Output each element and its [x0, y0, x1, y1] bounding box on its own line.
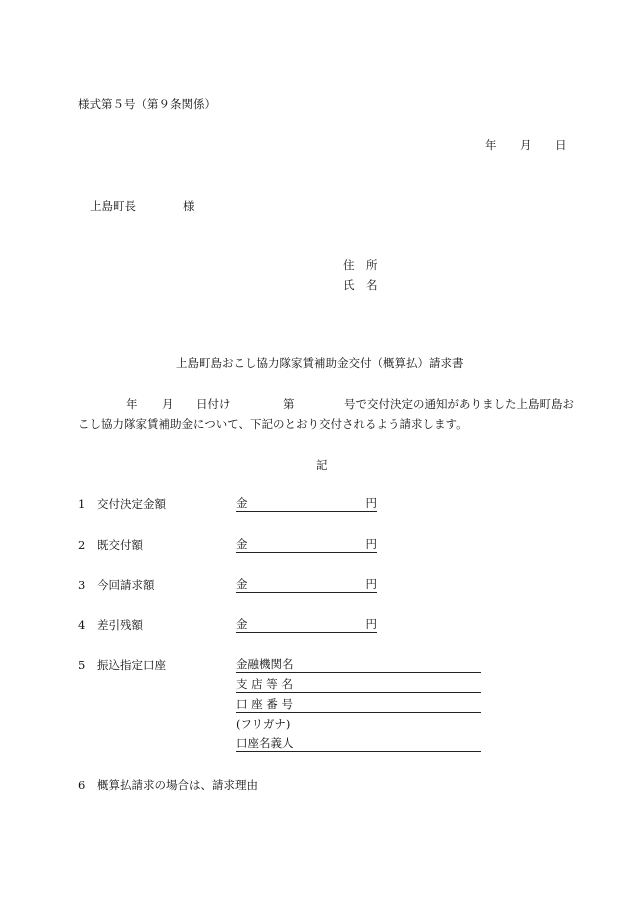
item-1-amount-field[interactable] — [236, 496, 377, 512]
ki-heading: 記 — [316, 458, 328, 472]
account-holder-field[interactable] — [236, 736, 481, 752]
item-3-amount-field[interactable] — [236, 577, 377, 593]
body-line1-rest: 号で交付決定の通知がありました上島町島お — [344, 397, 574, 411]
body-number-prefix: 第 — [283, 397, 295, 411]
item-1-number: 1 — [78, 497, 86, 511]
item-2-number: 2 — [78, 538, 86, 552]
body-year: 年 — [126, 397, 138, 411]
branch-name-field[interactable] — [236, 677, 481, 693]
applicant-address-label: 住 所 — [343, 258, 378, 272]
bank-name-label: 金融機関名 — [236, 657, 294, 671]
item-1-label: 交付決定金額 — [97, 497, 166, 511]
item-3-number: 3 — [78, 578, 86, 592]
item-2-amount-field[interactable] — [236, 537, 377, 553]
item-6-label: 概算払請求の場合は、請求理由 — [97, 778, 258, 792]
date-month-label: 月 — [520, 138, 532, 152]
item-5-number: 5 — [78, 658, 86, 672]
applicant-name-label: 氏 名 — [343, 278, 378, 292]
item-2-prefix: 金 — [236, 537, 248, 551]
date-day-label: 日 — [555, 138, 567, 152]
item-2-label: 既交付額 — [97, 538, 143, 552]
item-3-label: 今回請求額 — [97, 578, 155, 592]
item-1-suffix: 円 — [365, 496, 377, 510]
body-dated: 日付け — [196, 397, 231, 411]
item-4-prefix: 金 — [236, 617, 248, 631]
bank-name-field[interactable] — [236, 657, 481, 673]
item-4-amount-field[interactable] — [236, 617, 377, 633]
addressee-honorific: 様 — [183, 199, 195, 213]
body-line2: こし協力隊家賃補助金について、下記のとおり交付されるよう請求します。 — [78, 417, 468, 431]
item-6-number: 6 — [78, 778, 86, 792]
date-year-label: 年 — [485, 138, 497, 152]
addressee-name: 上島町長 — [90, 199, 136, 213]
item-4-suffix: 円 — [365, 617, 377, 631]
item-4-number: 4 — [78, 618, 86, 632]
account-number-field[interactable] — [236, 697, 481, 713]
account-holder-label: 口座名義人 — [236, 736, 294, 750]
item-4-label: 差引残額 — [97, 618, 143, 632]
item-2-suffix: 円 — [365, 537, 377, 551]
account-number-label: 口 座 番 号 — [236, 697, 293, 711]
branch-name-label: 支 店 等 名 — [236, 677, 293, 691]
item-3-suffix: 円 — [365, 577, 377, 591]
form-number: 様式第５号（第９条関係） — [78, 97, 216, 111]
item-5-label: 振込指定口座 — [97, 658, 166, 672]
furigana-label: (フリガナ) — [236, 717, 291, 731]
document-title: 上島町島おこし協力隊家賃補助金交付（概算払）請求書 — [176, 356, 464, 370]
body-month: 月 — [162, 397, 174, 411]
item-3-prefix: 金 — [236, 577, 248, 591]
item-1-prefix: 金 — [236, 496, 248, 510]
